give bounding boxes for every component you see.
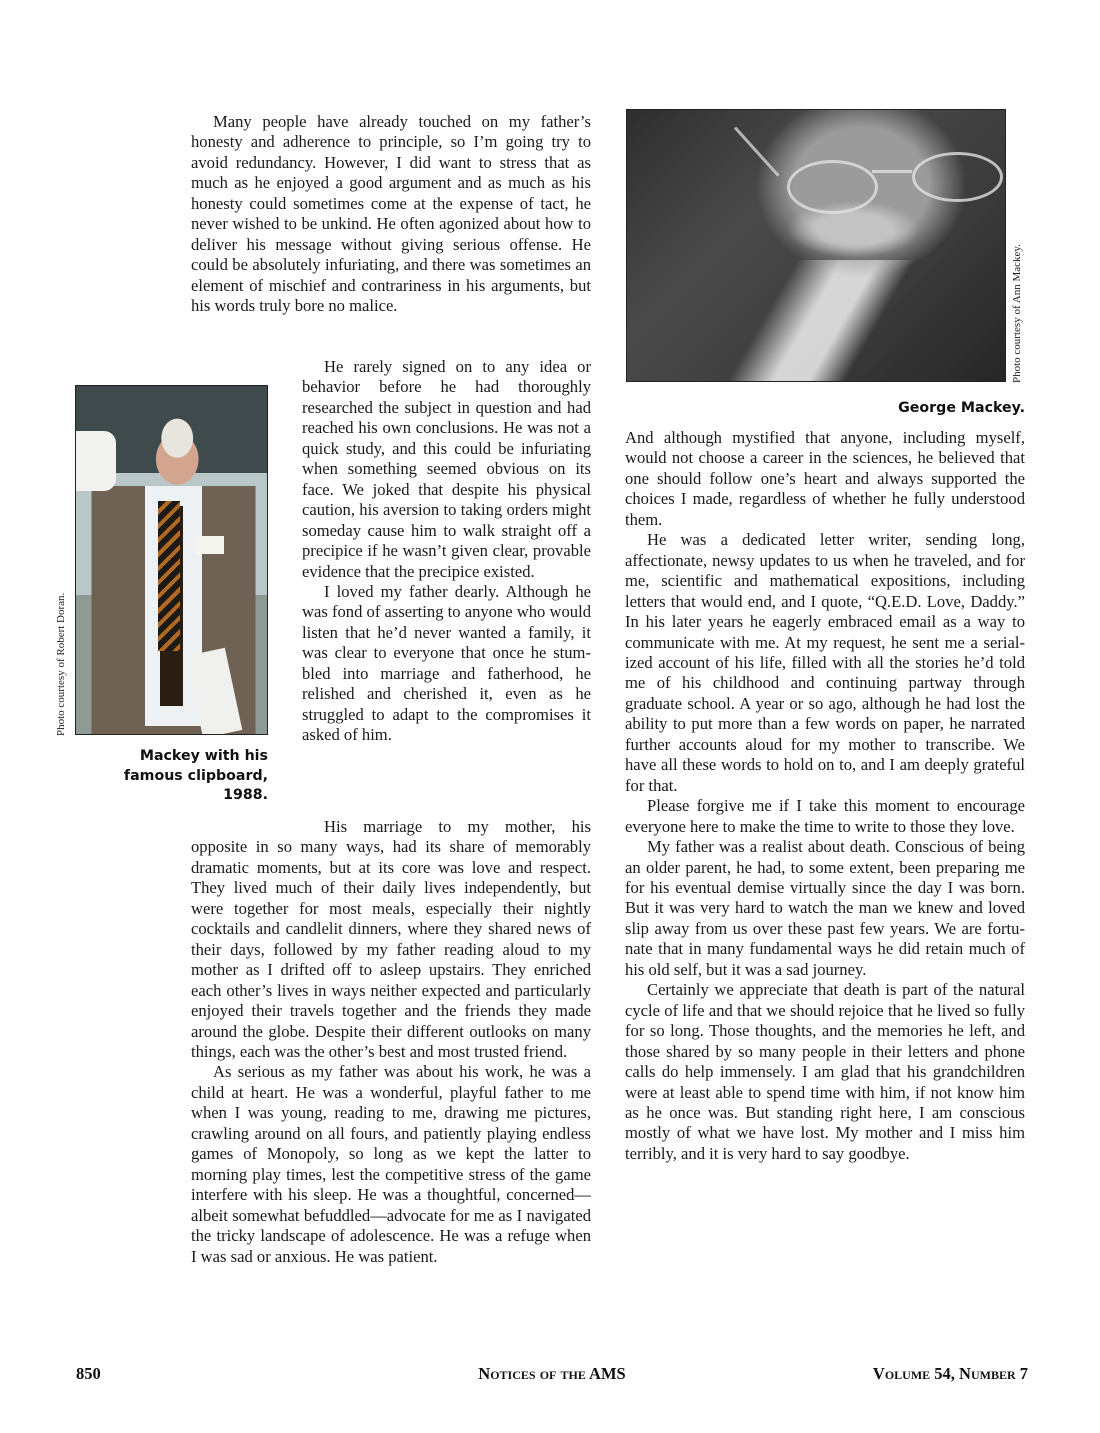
caption-line: famous clipboard, bbox=[123, 767, 268, 784]
left-column-top bbox=[191, 112, 591, 317]
paragraph: My father was a realist about death. Conscious of being an older parent, he had, to some extent, been preparing me for his eventual demise virtually since the day I was born. But it was very hard to watch the man we knew and loved slip away from us over these past few years. We are fortunate that in many fundamental ways he did retain much of his old self, but it was a sad journey. bbox=[625, 837, 1025, 979]
left-column-wrap bbox=[302, 357, 591, 746]
volume-issue: Volume 54, Number 7 bbox=[872, 1364, 1028, 1383]
photo-glasses-temple bbox=[734, 126, 780, 176]
photo-striped-tie bbox=[158, 501, 180, 651]
photo-background-person bbox=[76, 431, 116, 491]
photo-credit-left: Photo courtesy of Robert Doran. bbox=[55, 592, 67, 736]
paragraph: I loved my father dearly. Although he was fond of asserting to anyone who would listen that he’d never wanted a family, it was clear to everyone that once he stumbled into marriage and fatherhood, he relished and cherished it, even as he struggled to adapt to the compromises it asked of him. bbox=[302, 581, 591, 745]
photo-name-badge bbox=[196, 536, 224, 554]
caption-line: 1988. bbox=[223, 787, 268, 803]
left-column-bottom bbox=[191, 817, 591, 1267]
paragraph: His marriage to my mother, his opposite in so many ways, had its share of memorably dramatic moments, but at its core was love and respect. They lived much of their daily lives independently, but were together for most meals, especially their nightly cocktails and candlelit dinners, where they shared news of their days, followed by my father reading aloud to my mother as I drifted off to asleep upstairs. They enriched each other’s lives in ways neither expected and particularly enjoyed their travels together and the friends they made around the globe. Despite their different outlooks on many things, each was the other’s best and most trusted friend. bbox=[191, 817, 591, 1061]
journal-title: Notices of the AMS bbox=[478, 1364, 626, 1383]
photo-glasses-lens bbox=[912, 152, 1003, 202]
paragraph: He was a dedicated letter writer, sending long, affectionate, newsy updates to us when he traveled, and for me, scientific and mathematical expositions, including letters that would end, and I quote, “Q.E.D. Love, Daddy.” In his later years he eagerly embraced email as a way to communicate with me. At my request, he sent me a serialized account of his life, filled with all the stories he’d told me of his childhood and continuing partway through graduate school. A year or so ago, although he had lost the ability to put more than a few words on paper, he narrated further accounts aloud for my mother to transcribe. We have all these words to hold on to, and I am deeply grateful for that. bbox=[625, 530, 1025, 795]
paragraph: As serious as my father was about his work, he was a child at heart. He was a wonderful, playful father to me when I was young, reading to me, drawing me pictures, crawling around on all fours, and patiently playing endless games of Monopoly, so long as we kept the latter to morning play times, lest the competitive stress of the game interfere with his sleep. He was a thoughtful, concerned—albeit somewhat befuddled—advocate for me as I navigated the tricky landscape of adolescence. He was a refuge when I was sad or anxious. He was patient. bbox=[191, 1062, 591, 1266]
photo-glasses-bridge bbox=[872, 170, 912, 173]
caption-left-photo bbox=[100, 747, 268, 806]
page-footer bbox=[76, 1364, 1028, 1386]
caption-line: Mackey with his bbox=[139, 748, 268, 764]
caption-right-photo: George Mackey. bbox=[898, 400, 1025, 416]
photo-clipboard bbox=[186, 648, 243, 735]
paragraph: Many people have already touched on my father’s honesty and adherence to principle, so I’m going try to avoid redundancy. However, I did want to stress that as much as he enjoyed a good argument and as much as his honesty could sometimes come at the expense of tact, he never wished to be unkind. He often agonized about how to deliver his message without giving serious offense. He could be absolutely infuriating, and there was sometimes an element of mischief and contrariness in his arguments, but his words truly bore no malice. bbox=[191, 112, 591, 316]
paragraph: Certainly we appreciate that death is part of the natural cycle of life and that we should rejoice that he lived so fully for so long. Those thoughts, and the memories he left, and those shared by so many people in their letters and phone calls do help immensely. I am glad that his grandchildren were at least able to spend time with him, if not know him as he once was. But standing right here, I am conscious mostly of what we have lost. My mother and I miss him terribly, and it is very hard to say goodbye. bbox=[625, 980, 1025, 1163]
paragraph: He rarely signed on to any idea or behavior before he had thoroughly researched the subject in question and had reached his own conclusions. He was not a quick study, and this could be infuriating when something seemed obvious on its face. We joked that despite his physical caution, his aversion to taking orders might someday cause him to walk straight off a precipice if he wasn’t given clear, provable evidence that the precipice existed. bbox=[302, 357, 591, 581]
paragraph: And although mystified that anyone, including myself, would not choose a career in the sciences, he believed that one should follow one’s heart and always supported the choices I made, regardless of whether he fully understood them. bbox=[625, 428, 1025, 529]
right-column bbox=[625, 428, 1025, 1164]
photo-credit-right: Photo courtesy of Ann Mackey. bbox=[1011, 244, 1023, 383]
page-number: 850 bbox=[76, 1364, 101, 1383]
photo-glasses-lens bbox=[787, 160, 878, 214]
photo-george-mackey-portrait bbox=[626, 109, 1006, 382]
paragraph: Please forgive me if I take this moment to encourage everyone here to make the time to write to those they love. bbox=[625, 796, 1025, 836]
photo-mackey-with-clipboard bbox=[75, 385, 268, 735]
